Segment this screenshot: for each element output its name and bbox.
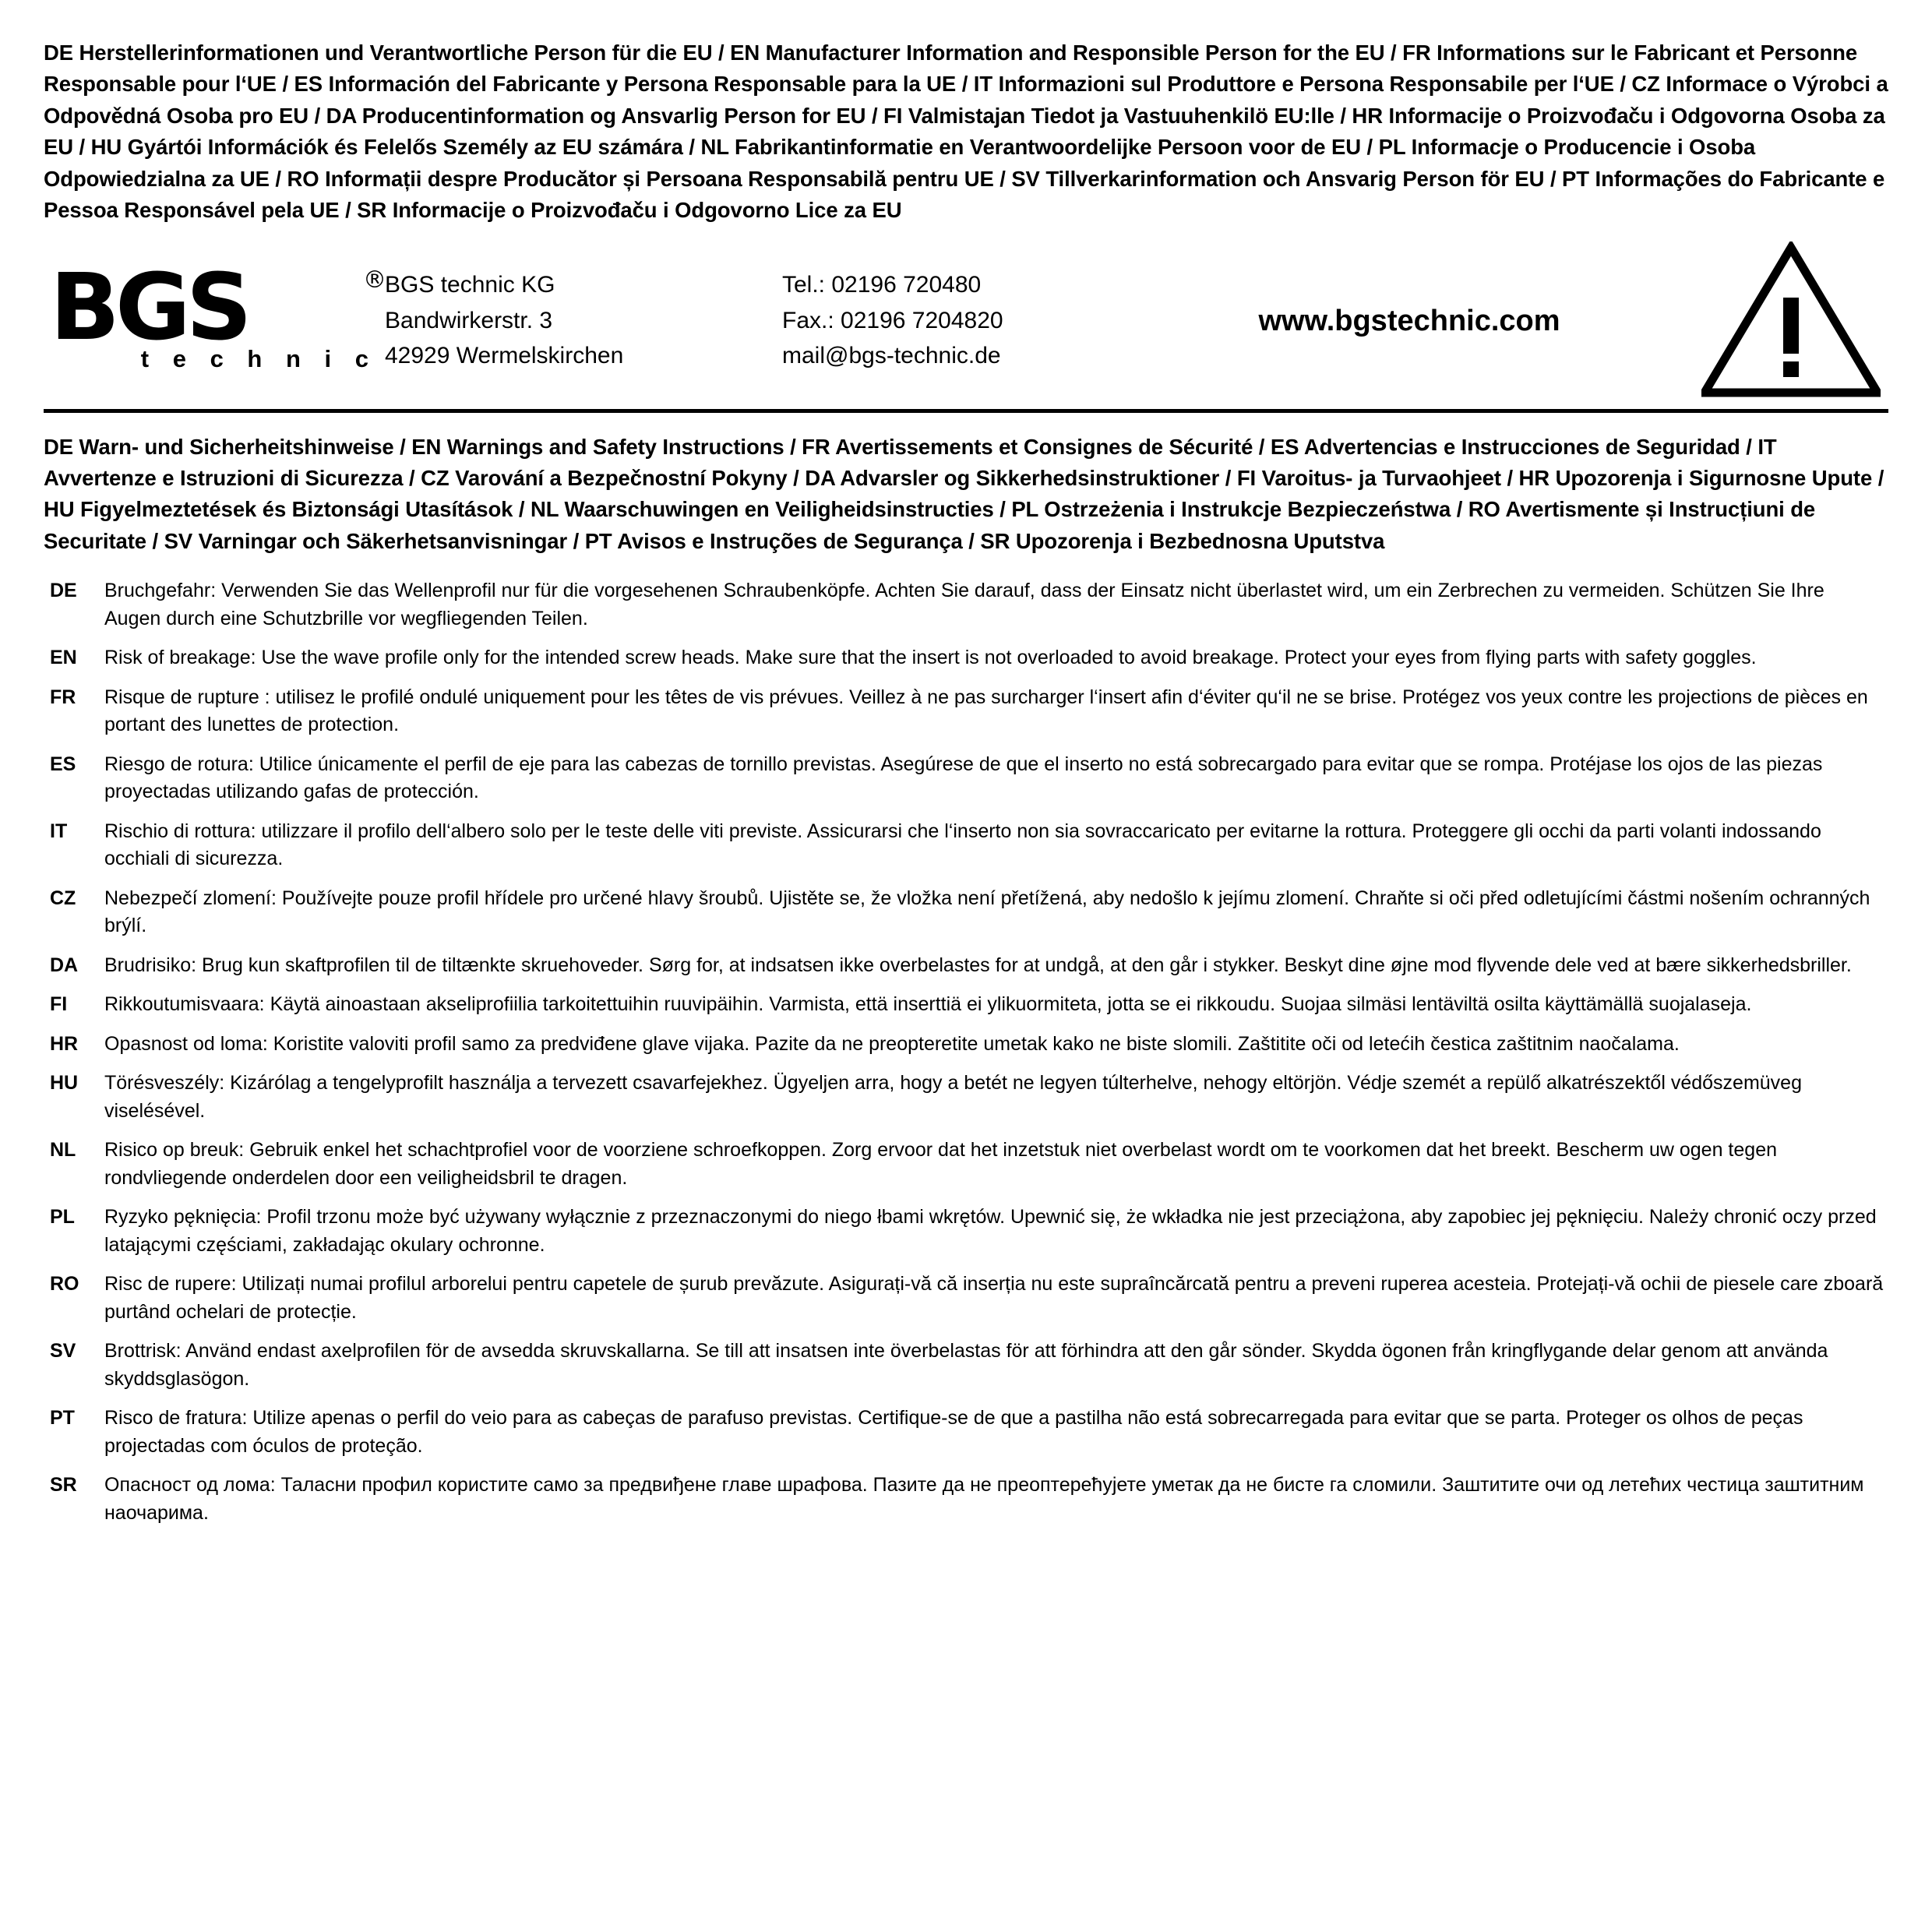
company-fax: Fax.: 02196 7204820 — [782, 307, 1003, 333]
warning-triangle-icon — [1701, 242, 1881, 397]
instruction-text: Nebezpečí zlomení: Používejte pouze profil hřídele pro určené hlavy šroubů. Ujistěte se, že vložka není přetížená, aby nedošlo k jejímu zlomení. Chraňte si oči před odletujícími částmi nošením ochranných brýlí. — [104, 887, 1870, 937]
company-name: BGS technic KG — [385, 272, 555, 298]
list-item — [44, 684, 1888, 739]
safety-instructions-list — [44, 577, 1888, 1527]
instruction-text: Risco de fratura: Utilize apenas o perfil do veio para as cabeças de parafuso previstas. Certifique-se de que a pastilha não está sobrecarregada para evitar que se parta. Proteger os olhos de peças projectadas com óculos de proteção. — [104, 1407, 1803, 1457]
language-code: FR — [50, 686, 76, 708]
list-item — [44, 1472, 1888, 1527]
list-item — [44, 1031, 1888, 1059]
company-city: 42929 Wermelskirchen — [385, 343, 624, 369]
instruction-text: Riesgo de rotura: Utilice únicamente el perfil de eje para las cabezas de tornillo previstas. Asegúrese de que el inserto no está sobrecargado para evitar que se rompa. Protéjase los ojos de las piezas proyectadas utilizando gafas de protección. — [104, 753, 1823, 803]
instruction-text: Opasnost od loma: Koristite valoviti profil samo za predviđene glave vijaka. Pazite da ne preopteretite umetak kako ne biste slomili. Zaštitite oči od letećih čestica zaštitnim naočalama. — [104, 1032, 1680, 1055]
instruction-text: Rischio di rottura: utilizzare il profilo dell‘albero solo per le teste delle viti previste. Assicurarsi che l‘inserto non sia sovraccaricato per evitarne la rottura. Proteggere gli occhi da parti volanti indossando occhiali di sicurezza. — [104, 820, 1821, 870]
list-item — [44, 1204, 1888, 1259]
company-address — [385, 264, 782, 374]
instruction-text: Ryzyko pęknięcia: Profil trzonu może być używany wyłącznie z przeznaczonymi do niego łbami wkrętów. Upewnić się, że wkładka nie jest przeciążona, aby zapobiec jej pęknięciu. Należy chronić oczy przed latającymi częściami, zakładając okulary ochronne. — [104, 1206, 1877, 1256]
list-item — [44, 1338, 1888, 1393]
language-code: DE — [50, 580, 77, 602]
list-item — [44, 1070, 1888, 1125]
list-item — [44, 1271, 1888, 1326]
list-item — [44, 991, 1888, 1019]
instruction-text: Risc de rupere: Utilizați numai profilul arborelui pentru capetele de șurub prevăzute. Asigurați-vă că inserția nu este supraîncărcată pentru a preveni ruperea acesteia. Protejați-vă ochii de piesele care zboară purtând ochelari de protecție. — [104, 1273, 1884, 1323]
logo-text: BGS — [50, 253, 248, 361]
language-code: SR — [50, 1474, 77, 1497]
language-code: EN — [50, 647, 77, 669]
instruction-text: Brottrisk: Använd endast axelprofilen för de avsedda skruvskallarna. Se till att insatsen inte överbelastas för att förhindra att den går sönder. Skydda ögonen från kringflygande delar genom att använda skyddsglasögon. — [104, 1340, 1828, 1390]
bgs-logo — [44, 253, 386, 373]
instruction-text: Опасност од лома: Таласни профил користите само за предвиђене главе шрафова. Пазите да не преоптерећујете уметак да не бисте га сломили. Заштитите очи од летећих честица заштитним наочарима. — [104, 1474, 1864, 1524]
instruction-text: Bruchgefahr: Verwenden Sie das Wellenprofil nur für die vorgesehenen Schraubenköpfe. Achten Sie darauf, dass der Einsatz nicht überlastet wird, um ein Zerbrechen zu vermeiden. Schützen Sie Ihre Augen durch eine Schutzbrille vor wegfliegenden Teilen. — [104, 580, 1824, 629]
instruction-text: Risico op breuk: Gebruik enkel het schachtprofiel voor de voorziene schroefkoppen. Zorg ervoor dat het inzetstuk niet overbelast wordt om te voorkomen dat het breekt. Bescherm uw ogen tegen rondvliegende onderdelen door een veiligheidsbril te dragen. — [104, 1139, 1777, 1189]
language-code: NL — [50, 1139, 76, 1162]
instruction-text: Brudrisiko: Brug kun skaftprofilen til de tiltænkte skruehoveder. Sørg for, at indsatsen ikke overbelastes for at undgå, at den går i stykker. Beskyt dine øjne mod flyvende dele ved at bære sikkerhedsbriller. — [104, 954, 1852, 976]
list-item — [44, 751, 1888, 806]
language-code: CZ — [50, 887, 76, 909]
company-phone: Tel.: 02196 720480 — [782, 272, 982, 298]
instruction-text: Risque de rupture : utilisez le profilé ondulé uniquement pour les têtes de vis prévues. Veillez à ne pas surcharger l‘insert afin d‘éviter qu‘il ne se brise. Protégez vos yeux contre les projections de pièces en portant des lunettes de protection. — [104, 686, 1868, 736]
language-code: PL — [50, 1206, 75, 1229]
manufacturer-info-heading: DE Herstellerinformationen und Verantwortliche Person für die EU / EN Manufacturer Information and Responsible Person for the EU / FR Informations sur le Fabricant et Personne Responsable pour l‘UE / ES Información del Fabricante y Persona Responsable para la UE / IT Informazioni sul Produttore e Persona Responsabile per l‘UE / CZ Informace o Výrobci a Odpovědná Osoba pro EU / DA Producentinformation og Ansvarlig Person for EU / FI Valmistajan Tiedot ja Vastuuhenkilö EU:lle / HR Informacije o Proizvođaču i Odgovorna Osoba za EU / HU Gyártói Információk és Felelős Személy az EU számára / NL Fabrikantinformatie en Verantwoordelijke Persoon voor de EU / PL Informacje o Producencie i Osoba Odpowiedzialna za UE / RO Informații despre Producător și Persoana Responsabilă pentru UE / SV Tillverkarinformation och Ansvarig Person för EU / PT Informações do Fabricante e Pessoa Responsável pela UE / SR Informacije o Proizvođaču i Odgovorno Lice za EU — [44, 41, 1888, 223]
language-code: HR — [50, 1032, 79, 1055]
language-code: RO — [50, 1273, 79, 1296]
company-email[interactable]: mail@bgs-technic.de — [782, 343, 1001, 369]
instruction-text: Törésveszély: Kizárólag a tengelyprofilt használja a tervezett csavarfejekhez. Ügyeljen arra, hogy a betét ne legyen túlterhelve, nehogy eltörjön. Védje szemét a repülő alkatrészektől védőszemüveg viselésével. — [104, 1072, 1802, 1122]
warning-triangle-container — [1662, 242, 1888, 397]
instruction-text: Risk of breakage: Use the wave profile only for the intended screw heads. Make sure that the insert is not overloaded to avoid breakage. Protect your eyes from flying parts with safety goggles. — [104, 647, 1757, 669]
company-website[interactable]: www.bgstechnic.com — [1258, 305, 1560, 338]
instruction-text: Rikkoutumisvaara: Käytä ainoastaan akseliprofiilia tarkoitettuihin ruuvipäihin. Varmista, että inserttiä ei ylikuormiteta, jotta se ei rikkoudu. Suojaa silmäsi lentäviltä osilta käyttämällä suojalaseja. — [104, 993, 1752, 1016]
registered-trademark-icon: ® — [363, 266, 386, 294]
company-info-band — [44, 238, 1888, 413]
language-code: IT — [50, 820, 68, 842]
list-item — [44, 1137, 1888, 1192]
list-item — [44, 952, 1888, 980]
language-code: FI — [50, 993, 68, 1016]
list-item — [44, 1405, 1888, 1460]
list-item — [44, 577, 1888, 633]
company-street: Bandwirkerstr. 3 — [385, 307, 553, 333]
language-code: DA — [50, 954, 79, 976]
logo-subtitle: t e c h n i c — [140, 344, 377, 372]
list-item — [44, 885, 1888, 940]
language-code: HU — [50, 1072, 79, 1095]
list-item — [44, 818, 1888, 873]
language-code: PT — [50, 1407, 75, 1430]
safety-instructions-heading: DE Warn- und Sicherheitshinweise / EN Warnings and Safety Instructions / FR Avertissements et Consignes de Sécurité / ES Advertencias e Instrucciones de Seguridad / IT Avvertenze e Istruzioni di Sicurezza / CZ Varování a Bezpečnostní Pokyny / DA Advarsler og Sikkerhedsinstruktioner / FI Varoitus- ja Turvaohjeet / HR Upozorenja i Sigurnosne Upute / HU Figyelmeztetések és Biztonsági Utasítások / NL Waarschuwingen en Veiligheidsinstructies / PL Ostrzeżenia i Instrukcje Bezpieczeństwa / RO Avertismente și Instrucțiuni de Securitate / SV Varningar och Säkerhetsanvisningar / PT Avisos e Instruções de Segurança / SR Upozorenja i Bezbednosna Uputstva — [44, 434, 1884, 553]
language-code: SV — [50, 1340, 76, 1363]
company-contact — [782, 264, 1156, 374]
language-code: ES — [50, 753, 76, 775]
list-item — [44, 644, 1888, 672]
